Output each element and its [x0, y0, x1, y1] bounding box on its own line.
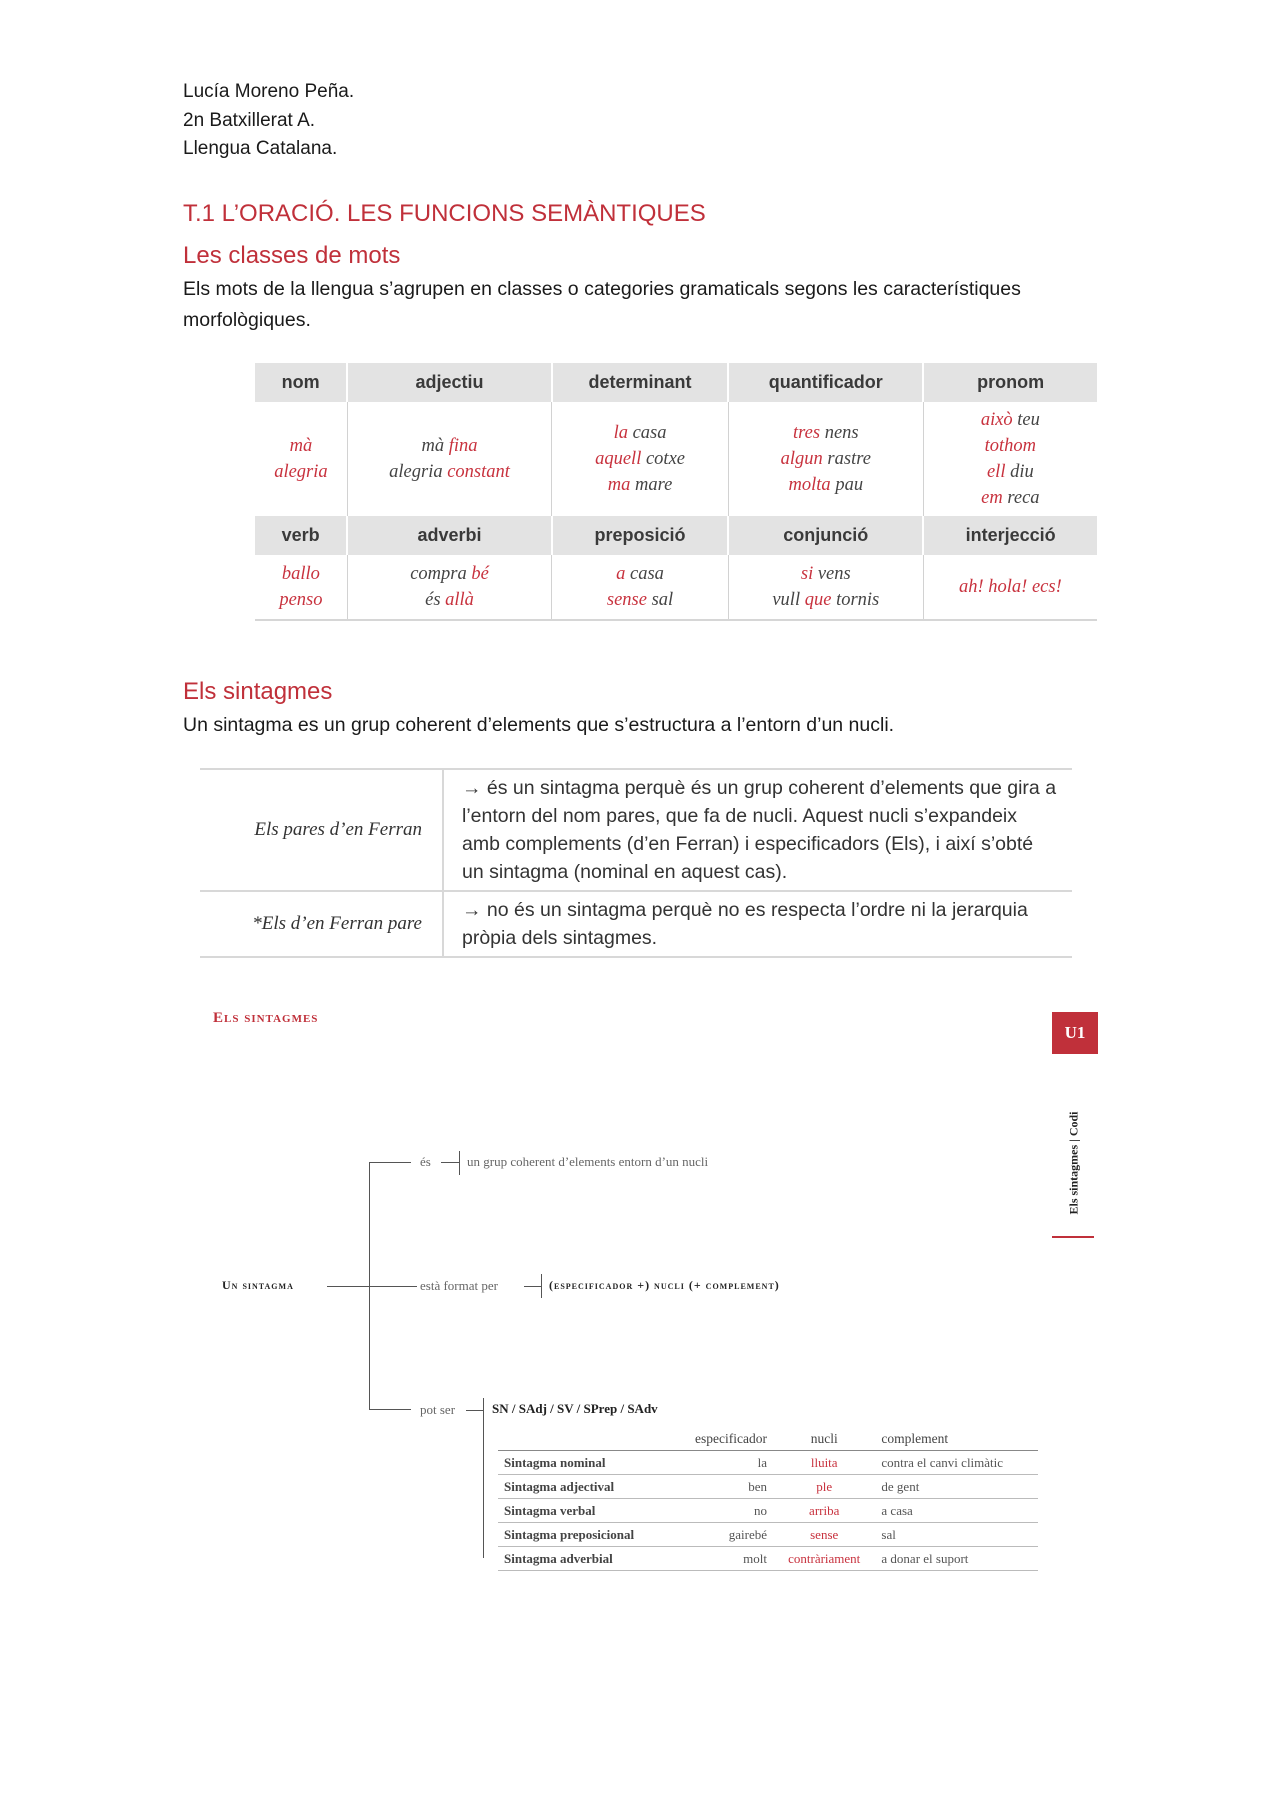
adverbi-examples: compra bé és allà	[347, 555, 551, 620]
section-heading-sintagmes: Els sintagmes	[183, 678, 333, 705]
pronom-examples: això teu tothom ell diu em reca	[923, 402, 1097, 516]
header-row-2	[255, 516, 1097, 555]
side-divider	[1052, 1236, 1094, 1238]
side-label: Els sintagmes | Codi	[1066, 1111, 1081, 1215]
document-header	[183, 78, 354, 164]
example-phrase: *Els d’en Ferran pare	[200, 892, 444, 956]
branch1-label: és	[420, 1154, 431, 1169]
branch-line	[369, 1409, 411, 1410]
branch-line	[369, 1162, 411, 1163]
root-connector	[327, 1286, 417, 1287]
document-title: T.1 L’ORACIÓ. LES FUNCIONS SEMÀNTIQUES	[183, 200, 706, 227]
col-header: nom	[255, 363, 347, 402]
branch2-label: està format per	[420, 1278, 498, 1293]
col-header: adjectiu	[347, 363, 551, 402]
bracket-line	[483, 1398, 484, 1558]
col-header: adverbi	[347, 516, 551, 555]
col-header: complement	[875, 1428, 1038, 1451]
section-text-classes: Els mots de la llengua s’agrupen en classes o categories gramaticals segons les característiques morfològiques.	[183, 278, 1021, 331]
preposicio-examples: a casa sense sal	[552, 555, 729, 620]
col-header: verb	[255, 516, 347, 555]
table-header-row	[498, 1428, 1038, 1451]
examples-row-2	[255, 555, 1097, 620]
bracket-line	[459, 1151, 460, 1175]
diagram-root: Un sintagma	[222, 1278, 294, 1292]
subject-name: Llengua Catalana.	[183, 138, 338, 159]
branch1-value: un grup coherent d’elements entorn d’un nucli	[467, 1154, 709, 1169]
col-header: preposició	[552, 516, 729, 555]
col-header: pronom	[923, 363, 1097, 402]
interjeccio-examples: ah! hola! ecs!	[923, 555, 1097, 620]
table-row: Sintagma preposicional gairebé sense sal	[498, 1523, 1038, 1547]
tree-trunk	[369, 1162, 370, 1410]
header-row-1	[255, 363, 1097, 402]
example-phrase: Els pares d’en Ferran	[200, 770, 444, 890]
col-header	[498, 1428, 671, 1451]
word-classes-table	[255, 363, 1097, 621]
table-row: Sintagma adjectival ben ple de gent	[498, 1475, 1038, 1499]
nom-examples: mà alegria	[274, 436, 328, 482]
bracket-line	[466, 1410, 483, 1411]
example-explanation: → és un sintagma perquè és un grup coherent d’elements que gira a l’entorn del nom pares, que fa de nucli. Aquest nucli s’expandeix amb complements (d’en Ferran) i especificadors (Els), i així s’obté un sintagma (nominal en aquest cas).	[462, 777, 1057, 883]
example-explanation: → no és un sintagma perquè no es respecta l’ordre ni la jerarquia pròpia dels sintagmes.	[462, 899, 1028, 949]
col-header: nucli	[773, 1428, 875, 1451]
author-name: Lucía Moreno Peña.	[183, 81, 355, 102]
sintagma-types-table	[498, 1428, 1038, 1571]
sintagma-example-table	[200, 768, 1072, 958]
branch3-label: pot ser	[420, 1402, 456, 1417]
course-name: 2n Batxillerat A.	[183, 109, 316, 131]
example-row	[200, 890, 1072, 958]
conjuncio-examples: si vens vull que tornis	[728, 555, 923, 620]
bracket-line	[524, 1286, 541, 1287]
unit-badge: U1	[1052, 1012, 1098, 1054]
table-row: Sintagma nominal la lluita contra el canvi climàtic	[498, 1451, 1038, 1475]
section-heading-classes: Les classes de mots	[183, 242, 401, 269]
example-row	[200, 768, 1072, 890]
determinant-examples: la casa aquell cotxe ma mare	[552, 402, 729, 516]
branch3-value: SN / SAdj / SV / SPrep / SAdv	[492, 1401, 658, 1416]
col-header: especificador	[671, 1428, 773, 1451]
diagram-title: Els sintagmes	[213, 1010, 319, 1026]
verb-examples: ballo penso	[255, 555, 347, 620]
col-header: determinant	[552, 363, 729, 402]
col-header: conjunció	[728, 516, 923, 555]
adjectiu-examples: mà fina alegria constant	[347, 402, 551, 516]
table-row: Sintagma verbal no arriba a casa	[498, 1499, 1038, 1523]
bracket-line	[441, 1162, 459, 1163]
bracket-line	[541, 1274, 542, 1298]
table-row: Sintagma adverbial molt contràriament a donar el suport	[498, 1547, 1038, 1571]
branch2-value: (especificador +) nucli (+ complement)	[549, 1278, 780, 1292]
examples-row-1	[255, 402, 1097, 516]
quantificador-examples: tres nens algun rastre molta pau	[728, 402, 923, 516]
col-header: quantificador	[728, 363, 923, 402]
col-header: interjecció	[923, 516, 1097, 555]
section-text-sintagmes: Un sintagma es un grup coherent d’elements que s’estructura a l’entorn d’un nucli.	[183, 714, 895, 736]
